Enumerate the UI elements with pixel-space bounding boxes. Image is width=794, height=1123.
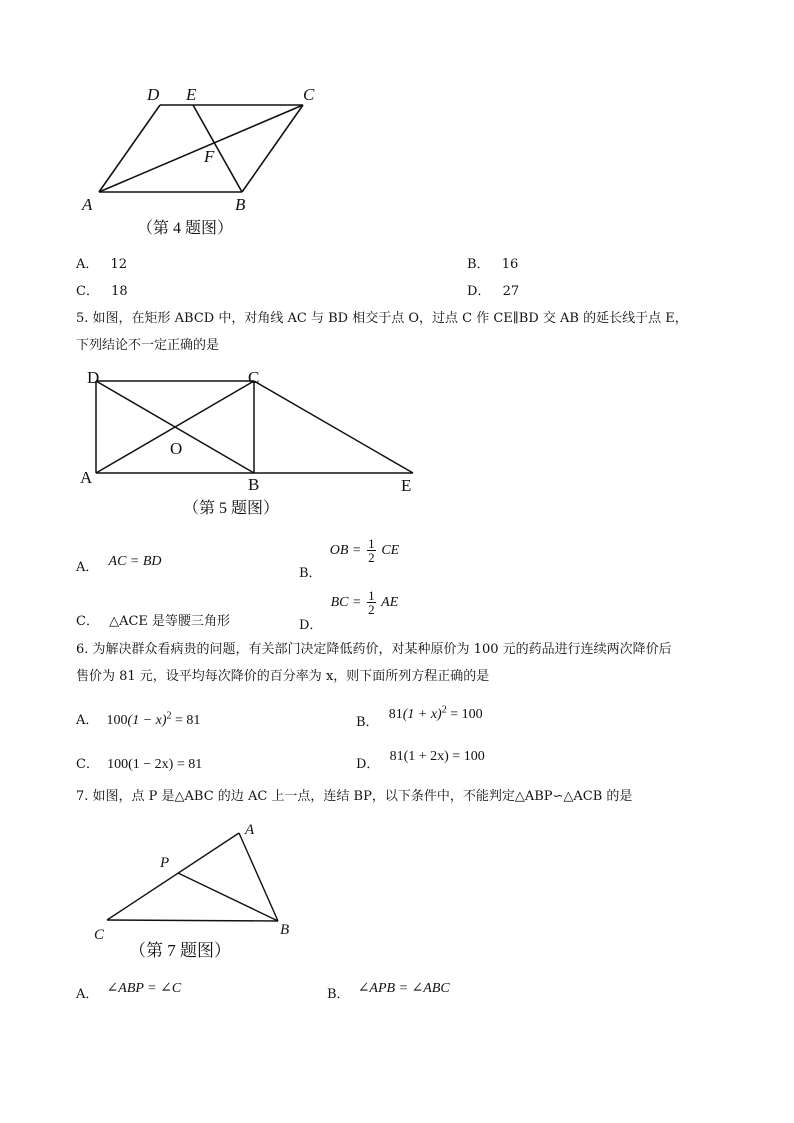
q5-option-c	[76, 610, 230, 629]
fig7-label-p: P	[160, 855, 170, 871]
q7-option-b	[327, 983, 450, 1003]
fig7-edge-ca	[107, 833, 239, 920]
fig5-label-b: B	[248, 475, 260, 494]
q4-option-d	[467, 280, 519, 299]
q6-option-a-letter: A．	[76, 713, 99, 728]
fig5-label-d: D	[87, 368, 100, 387]
q6-option-c-math: 100(1 − 2x) = 81	[107, 757, 203, 772]
figure-5	[75, 362, 425, 522]
q5-option-d-denominator: 2	[368, 602, 375, 617]
q7-stem-line1: 7. 如图，点 P 是△ABC 的边 AC 上一点，连结 BP，以下条件中，不能判定△ABP∽△ACB 的是	[76, 789, 633, 804]
q5-option-b	[299, 536, 400, 581]
fig7-label-a: A	[245, 822, 255, 838]
q5-option-a-math: AC = BD	[108, 554, 162, 569]
fig7-label-c: C	[94, 927, 105, 943]
fig7-edge-cb	[107, 920, 278, 921]
q5-option-b-numerator: 1	[368, 536, 375, 551]
q4-option-c-text: 18	[111, 284, 128, 299]
q5-option-d-lhs: BC =	[330, 594, 362, 610]
fig5-label-a: A	[80, 468, 93, 487]
q4-option-b-letter: B．	[467, 257, 490, 272]
q4-option-c-letter: C．	[76, 284, 99, 299]
q7-option-b-letter: B．	[327, 987, 350, 1002]
q4-option-b	[467, 253, 518, 272]
q4-option-d-letter: D．	[467, 284, 491, 299]
fig7-edge-ab	[239, 833, 278, 921]
q7-option-b-math: ∠APB = ∠ABC	[357, 981, 450, 996]
q4-option-b-text: 16	[501, 257, 519, 272]
fig7-label-b: B	[280, 922, 290, 938]
q7-option-a	[76, 983, 181, 1003]
fig5-label-o: O	[170, 439, 183, 458]
q5-stem-line2: 下列结论不一定正确的是	[76, 338, 220, 353]
q5-option-b-denominator: 2	[368, 550, 375, 565]
q5-option-d-letter: D．	[299, 617, 323, 633]
q6-option-a	[76, 709, 200, 729]
q4-option-c	[76, 280, 128, 299]
fig5-segment-ce	[254, 381, 413, 473]
q6-option-d	[356, 745, 485, 772]
fig5-caption: （第 5 题图）	[183, 500, 280, 517]
fig7-caption: （第 7 题图）	[129, 941, 231, 960]
fig5-label-c: C	[248, 368, 260, 387]
q4-option-a-letter: A．	[76, 257, 99, 272]
q6-option-b	[356, 703, 483, 730]
q6-option-d-math: 81(1 + 2x) = 100	[389, 749, 485, 764]
q5-option-d-rhs: AE	[381, 594, 399, 610]
q5-option-a-letter: A．	[76, 560, 99, 575]
fig4-label-b: B	[235, 195, 246, 214]
q6-option-b-pre: 81	[388, 707, 403, 722]
q6-option-b-letter: B．	[356, 715, 379, 730]
q6-option-a-pre: 100	[106, 713, 128, 728]
figure-4	[75, 80, 335, 245]
q5-option-b-rhs: CE	[381, 542, 400, 558]
q6-option-a-exp: 2	[166, 710, 172, 722]
q6-stem-line1: 6. 为解决群众看病贵的问题，有关部门决定降低药价，对某种原价为 100 元的药品进行连续两次降价后	[76, 642, 672, 657]
fig4-caption: （第 4 题图）	[137, 220, 234, 237]
q6-option-b-inner: (1 + x)	[402, 707, 442, 722]
q4-option-d-text: 27	[502, 284, 520, 299]
q5-option-b-lhs: OB =	[329, 542, 362, 558]
fig4-label-e: E	[186, 85, 197, 104]
fig4-label-c: C	[303, 85, 315, 104]
q6-option-d-letter: D．	[356, 757, 380, 772]
q5-option-d-fraction	[367, 589, 376, 616]
q4-option-a	[76, 253, 127, 272]
figure-7	[85, 815, 305, 965]
q6-option-c	[76, 753, 202, 773]
q5-option-b-letter: B．	[299, 565, 322, 581]
fig5-label-e: E	[401, 476, 412, 495]
q5-option-c-text: △ACE 是等腰三角形	[109, 614, 231, 629]
q7-option-a-letter: A．	[76, 987, 99, 1002]
q5-option-c-letter: C．	[76, 614, 99, 629]
q6-option-b-exp: 2	[441, 704, 447, 716]
fig4-label-f: F	[204, 147, 215, 166]
q7-option-a-math: ∠ABP = ∠C	[106, 981, 182, 996]
q6-option-a-post: = 81	[171, 713, 201, 728]
q5-option-b-fraction	[367, 537, 376, 564]
q5-option-d	[299, 588, 399, 633]
q5-option-a	[76, 556, 162, 576]
q6-stem-line2: 售价为 81 元，设平均每次降价的百分率为 x，则下面所列方程正确的是	[76, 669, 490, 684]
fig4-label-a: A	[82, 195, 93, 214]
fig4-label-d: D	[147, 85, 160, 104]
q6-option-a-inner: (1 − x)	[127, 713, 167, 728]
q5-option-d-numerator: 1	[368, 588, 375, 603]
q6-option-c-letter: C．	[76, 757, 99, 772]
fig7-segment-pb	[178, 873, 278, 921]
q4-option-a-text: 12	[110, 257, 128, 272]
q6-option-b-post: = 100	[446, 707, 483, 722]
q5-stem-line1: 5. 如图，在矩形 ABCD 中，对角线 AC 与 BD 相交于点 O，过点 C 作 CE∥BD 交 AB 的延长线于点 E，	[76, 311, 688, 326]
